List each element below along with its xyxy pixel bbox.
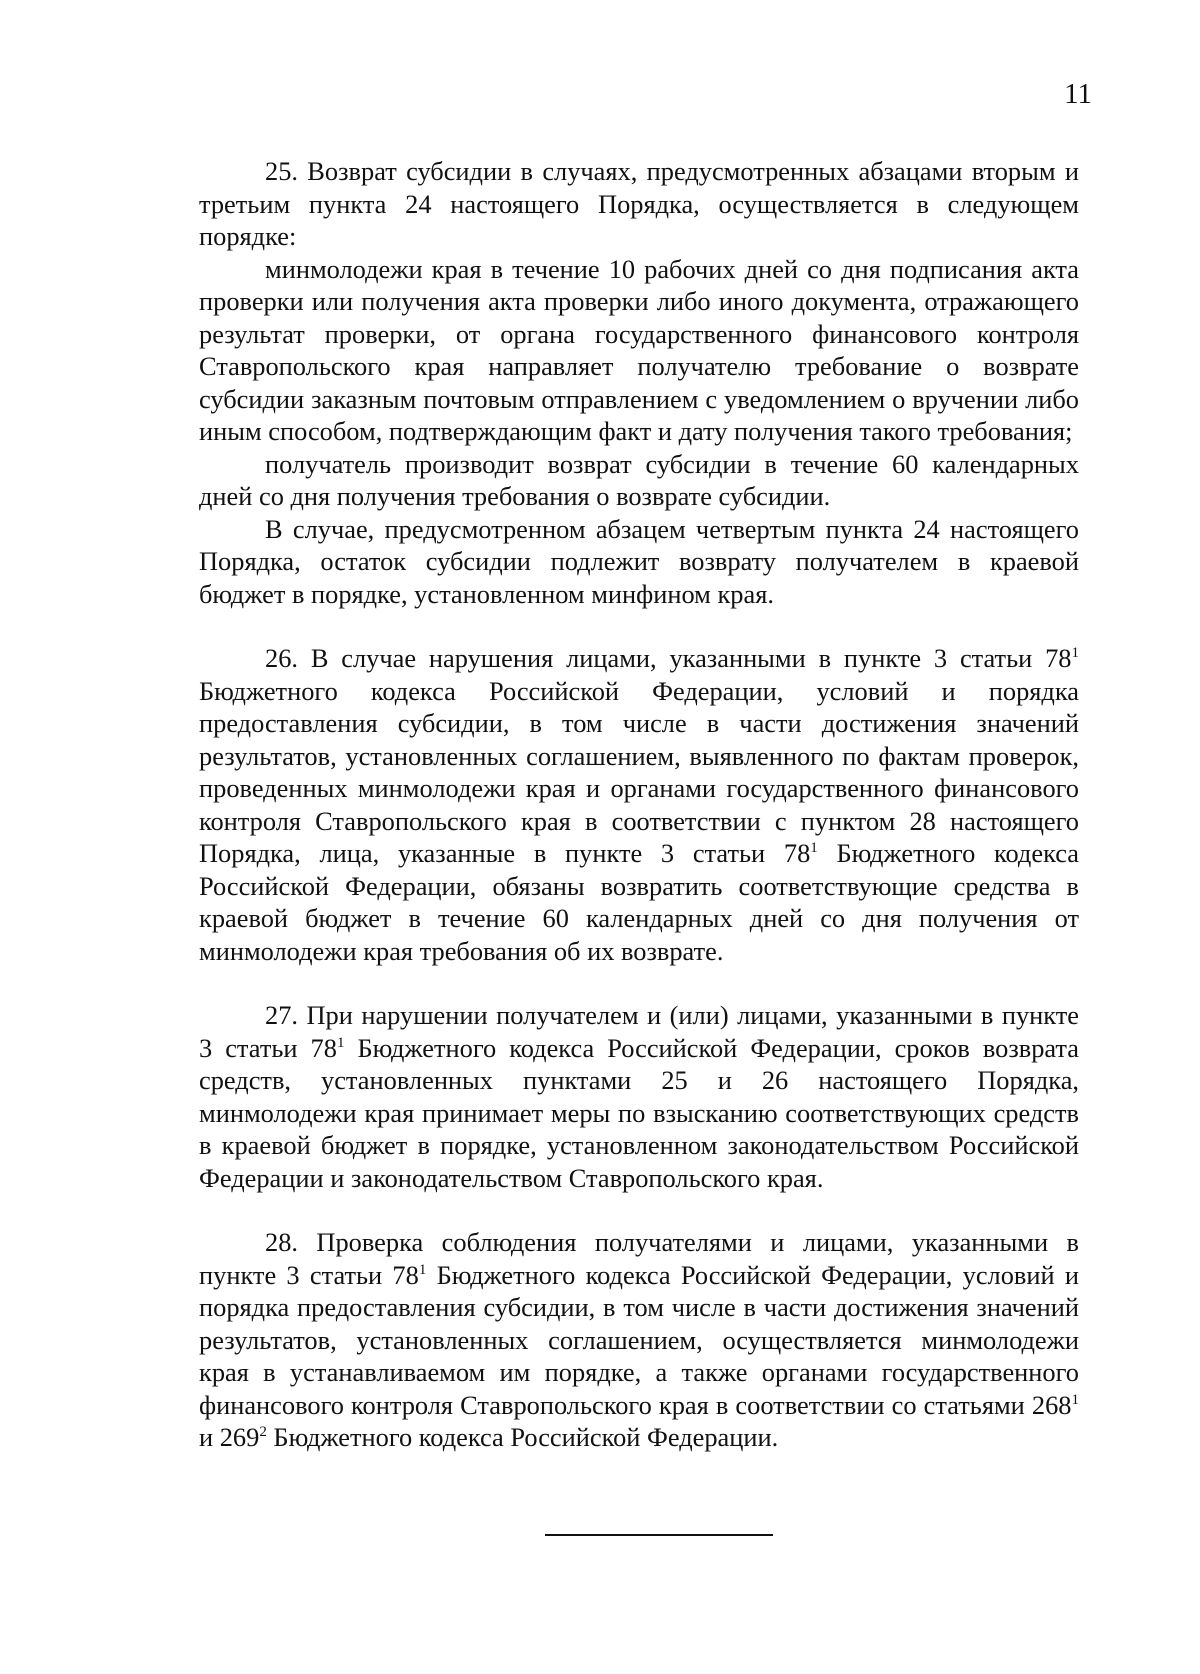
superscript: 1 [1071, 1391, 1079, 1408]
superscript: 1 [1071, 645, 1079, 661]
paragraph-28-text-4: Бюджетного кодекса Российской Федерации. [266, 1422, 779, 1452]
paragraph-25: 25. Возврат субсидии в случаях, предусмотренных абзацами вторым и третьим пункта 24 настоящего Порядка, осуществляется в следующем порядке: [199, 156, 1079, 251]
paragraph-28-text-3: и 269 [199, 1422, 260, 1452]
superscript: 2 [259, 1424, 267, 1440]
paragraph-26-text-1: 26. В случае нарушения лицами, указанными в пункте 3 статьи 78 [265, 643, 1072, 673]
paragraph-28-text-2: Бюджетного кодекса Российской Федерации, условий и порядка предоставления субсидии, в том числе в части достижения значений результатов, установленных соглашением, осуществляется минмолодежи края в устанавливаемом им порядке, а также органами государственного финансового контроля Ставропольского края в соответствии со статьями 268 [199, 1259, 1079, 1420]
paragraph-25-item-1: минмолодежи края в течение 10 рабочих дней со дня подписания акта проверки или получения акта проверки либо иного документа, отражающего результат проверки, от органа государственного финансового контроля Ставропольского края направляет получателю требование о возврате субсидии заказным почтовым отправлением с уведомлением о вручении либо иным способом, подтверждающим факт и дату получения такого требования; [199, 253, 1079, 446]
end-of-document-rule [545, 1534, 773, 1536]
paragraph-26-text-2: Бюджетного кодекса Российской Федерации, условий и порядка предоставления субсидии, в том числе в части достижения значений результатов, установленных соглашением, выявленного по фактам проверок, проведенных минмолодежи края и органами государственного финансового контроля Ставропольского края в соответствии с пунктом 28 настоящего Порядка, лица, указанные в пункте 3 статьи 78 [199, 675, 1079, 868]
paragraph-28 [199, 1226, 1079, 1454]
page-number: 11 [1064, 78, 1092, 110]
superscript: 1 [336, 1034, 345, 1051]
superscript: 1 [810, 840, 818, 856]
paragraph-26-text-3: Бюджетного кодекса Российской Федерации, обязаны возвратить соответствующие средства в краевой бюджет в течение 60 календарных дней со дня получения от минмолодежи края требования об их возврате. [199, 838, 1079, 966]
paragraph-27-text-1: 27. При нарушении получателем и (или) лицами, указанными в пункте 3 статьи 78 [199, 1000, 1079, 1063]
document-body [199, 155, 1079, 1454]
paragraph-25-item-3: В случае, предусмотренном абзацем четвертым пункта 24 настоящего Порядка, остаток субсидии подлежит возврату получателем в краевой бюджет в порядке, установленном минфином края. [199, 513, 1079, 609]
paragraph-26 [199, 642, 1079, 967]
paragraph-27-text-2: Бюджетного кодекса Российской Федерации, сроков возврата средств, установленных пунктами 25 и 26 настоящего Порядка, минмолодежи края принимает меры по взысканию соответствующих средств в краевой бюджет в порядке, установленном законодательством Российской Федерации и законодательством Ставропольского края. [199, 1032, 1080, 1193]
paragraph-27 [199, 999, 1079, 1194]
superscript: 1 [418, 1261, 427, 1278]
paragraph-25-item-2: получатель производит возврат субсидии в течение 60 календарных дней со дня получения требования о возврате субсидии. [199, 448, 1079, 511]
paragraph-28-text-1: 28. Проверка соблюдения получателями и лицами, указанными в пункте 3 статьи 78 [199, 1227, 1079, 1290]
